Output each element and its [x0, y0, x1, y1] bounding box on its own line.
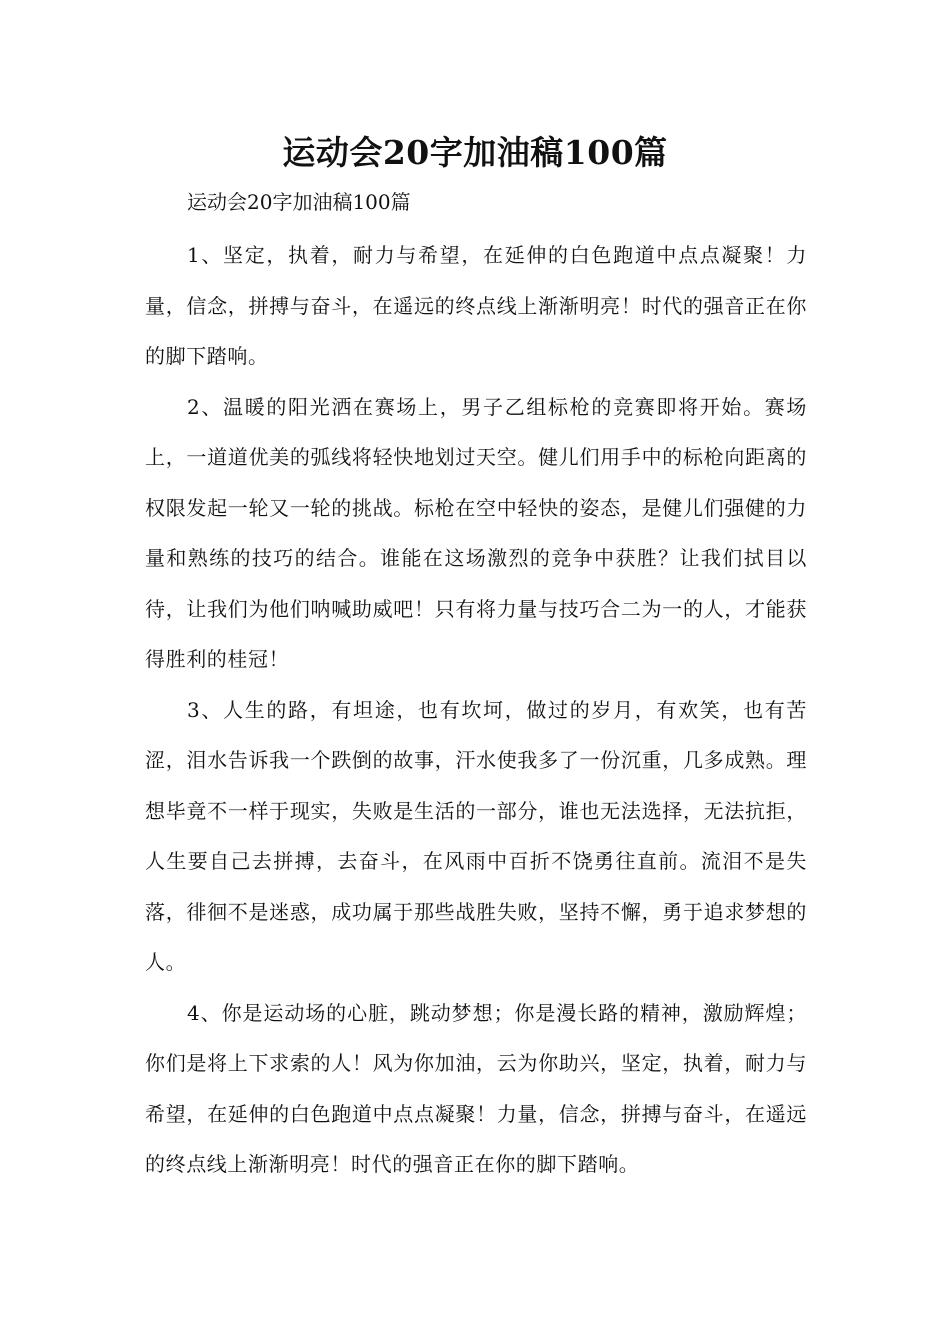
paragraph-4: 4、你是运动场的心脏，跳动梦想；你是漫长路的精神，激励辉煌；你们是将上下求索的人！风为你加油，云为你助兴，坚定，执着，耐力与希望，在延伸的白色跑道中点点凝聚！力量，信念，拼搏与奋斗，在遥远的终点线上渐渐明亮！时代的强音正在你的脚下踏响。 — [145, 1000, 807, 1176]
document-subtitle: 运动会20字加油稿100篇 — [187, 190, 411, 214]
document-body — [145, 230, 807, 1190]
paragraph-2: 2、温暖的阳光洒在赛场上，男子乙组标枪的竞赛即将开始。赛场上，一道道优美的弧线将轻快地划过天空。健儿们用手中的标枪向距离的权限发起一轮又一轮的挑战。标枪在空中轻快的姿态，是健儿们强健的力量和熟练的技巧的结合。谁能在这场激烈的竞争中获胜？让我们拭目以待，让我们为他们呐喊助威吧！只有将力量与技巧合二为一的人，才能获得胜利的桂冠！ — [145, 394, 807, 671]
paragraph-1: 1、坚定，执着，耐力与希望，在延伸的白色跑道中点点凝聚！力量，信念，拼搏与奋斗，在遥远的终点线上渐渐明亮！时代的强音正在你的脚下踏响。 — [145, 243, 807, 368]
document-title: 运动会20字加油稿100篇 — [282, 133, 668, 172]
paragraph-3: 3、人生的路，有坦途，也有坎坷，做过的岁月，有欢笑，也有苦涩，泪水告诉我一个跌倒的故事，汗水使我多了一份沉重，几多成熟。理想毕竟不一样于现实，失败是生活的一部分，谁也无法选择，无法抗拒，人生要自己去拼搏，去奋斗，在风雨中百折不饶勇往直前。流泪不是失落，徘徊不是迷惑，成功属于那些战胜失败，坚持不懈，勇于追求梦想的人。 — [145, 697, 807, 974]
